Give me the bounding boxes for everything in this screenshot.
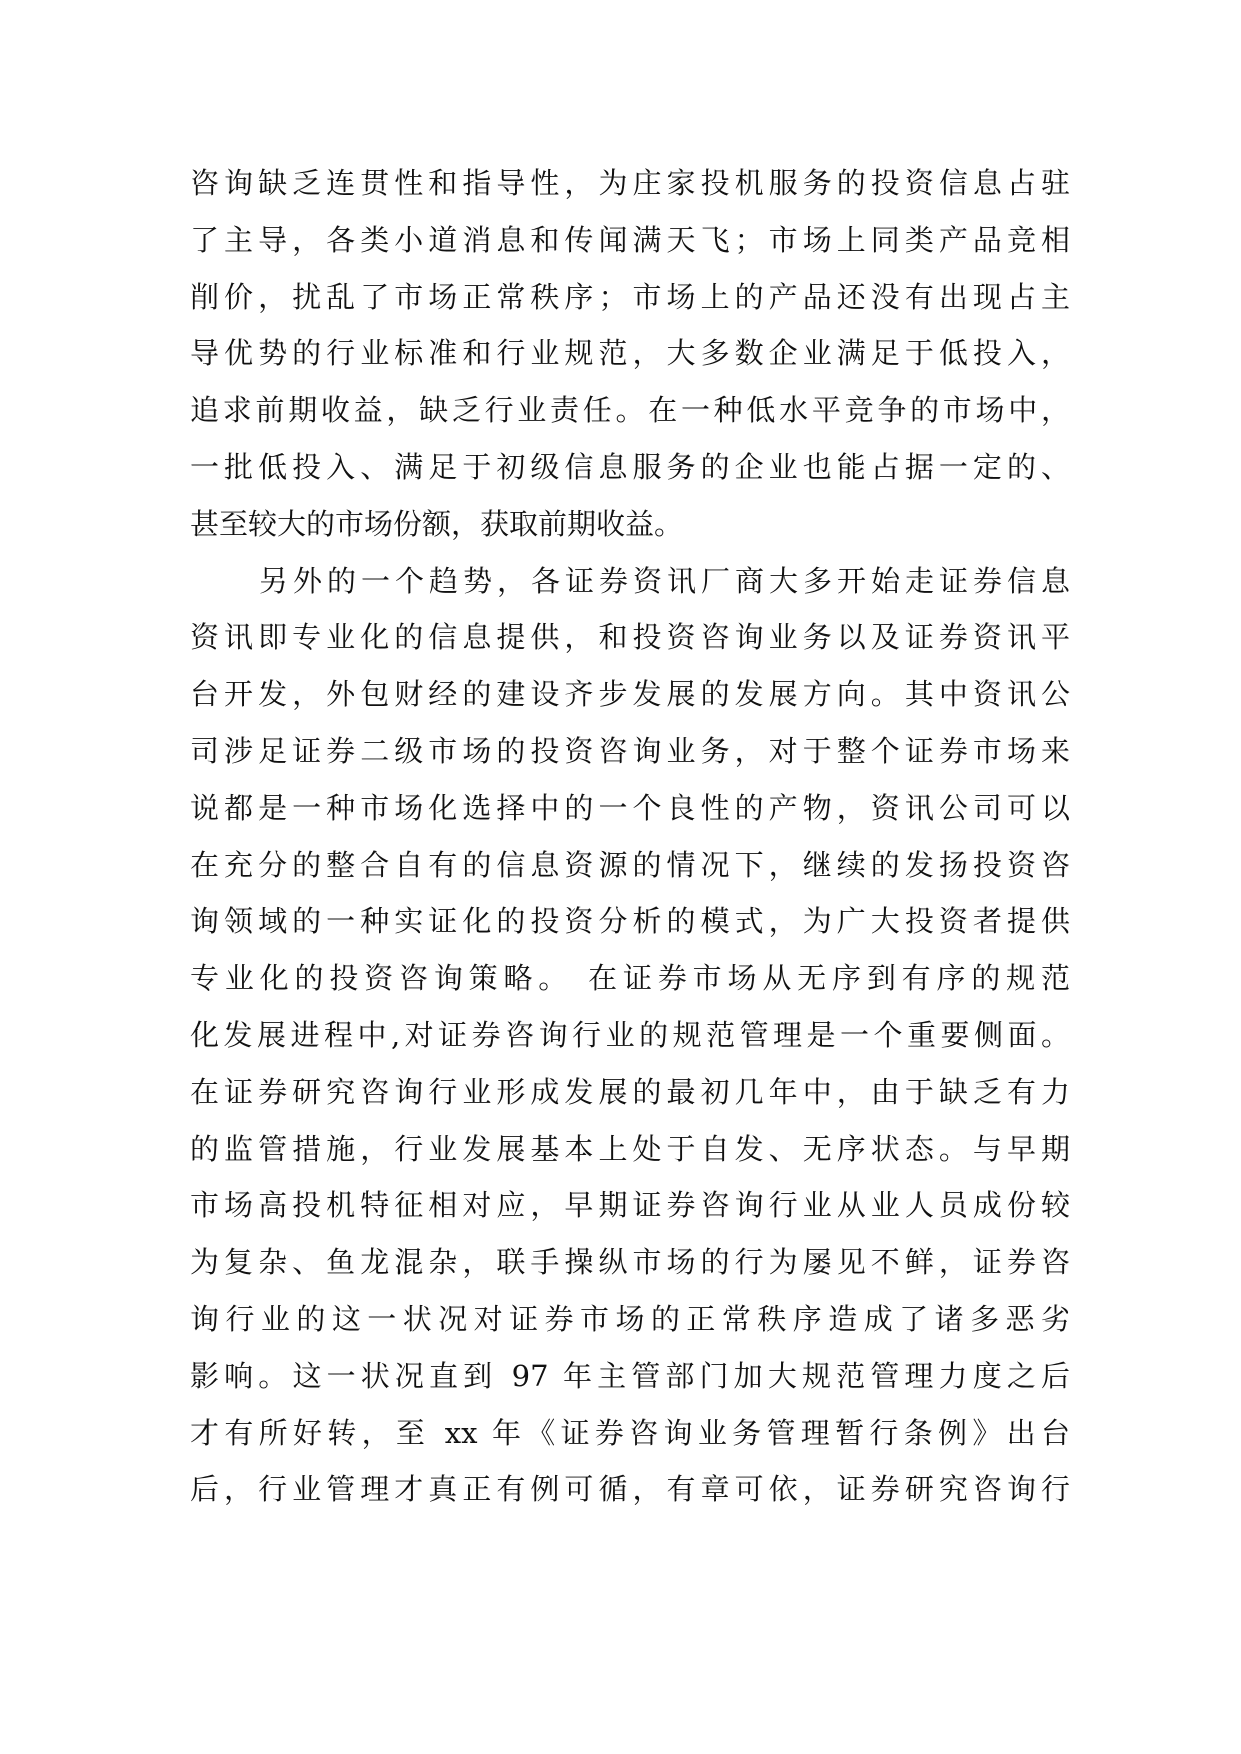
- text-line: 市场高投机特征相对应，早期证券咨询行业从业人员成份较: [190, 1188, 1070, 1223]
- text-line: 为复杂、鱼龙混杂，联手操纵市场的行为屡见不鲜，证券咨: [190, 1245, 1070, 1280]
- text-line: 才有所好转，至 xx 年《证券咨询业务管理暂行条例》出台: [190, 1415, 1070, 1450]
- text-line: 咨询缺乏连贯性和指导性，为庄家投机服务的投资信息占驻: [190, 166, 1070, 200]
- text-line: 化发展进程中,对证券咨询行业的规范管理是一个重要侧面。: [190, 1017, 1070, 1052]
- text-line: 后，行业管理才真正有例可循，有章可依，证券研究咨询行: [190, 1472, 1070, 1507]
- body-text: [190, 155, 1070, 1518]
- text-line: 了主导，各类小道消息和传闻满天飞；市场上同类产品竞相: [190, 222, 1070, 257]
- text-line: 追求前期收益，缺乏行业责任。在一种低水平竞争的市场中，: [190, 393, 1070, 428]
- text-line: 在充分的整合自有的信息资源的情况下，继续的发扬投资咨: [190, 847, 1070, 882]
- text-line: 影响。这一状况直到 97 年主管部门加大规范管理力度之后: [190, 1358, 1070, 1393]
- text-line: 询领域的一种实证化的投资分析的模式，为广大投资者提供: [190, 904, 1070, 939]
- text-line: 台开发，外包财经的建设齐步发展的发展方向。其中资讯公: [190, 677, 1070, 712]
- text-line: 说都是一种市场化选择中的一个良性的产物，资讯公司可以: [190, 790, 1070, 825]
- text-line: 资讯即专业化的信息提供，和投资咨询业务以及证券资讯平: [190, 620, 1070, 655]
- text-line: 在证券研究咨询行业形成发展的最初几年中，由于缺乏有力: [190, 1074, 1070, 1109]
- text-line: 司涉足证券二级市场的投资咨询业务，对于整个证券市场来: [190, 733, 1070, 768]
- text-line: 甚至较大的市场份额，获取前期收益。: [190, 506, 684, 541]
- text-line: 专业化的投资咨询策略。 在证券市场从无序到有序的规范: [190, 961, 1070, 996]
- text-line: 削价，扰乱了市场正常秩序；市场上的产品还没有出现占主: [190, 279, 1070, 314]
- paragraph-start-line: 另外的一个趋势，各证券资讯厂商大多开始走证券信息: [259, 563, 1070, 598]
- text-line: 一批低投入、满足于初级信息服务的企业也能占据一定的、: [190, 449, 1070, 484]
- text-line: 导优势的行业标准和行业规范，大多数企业满足于低投入，: [190, 336, 1070, 371]
- text-line: 的监管措施，行业发展基本上处于自发、无序状态。与早期: [190, 1131, 1070, 1166]
- text-line: 询行业的这一状况对证券市场的正常秩序造成了诸多恶劣: [190, 1301, 1070, 1336]
